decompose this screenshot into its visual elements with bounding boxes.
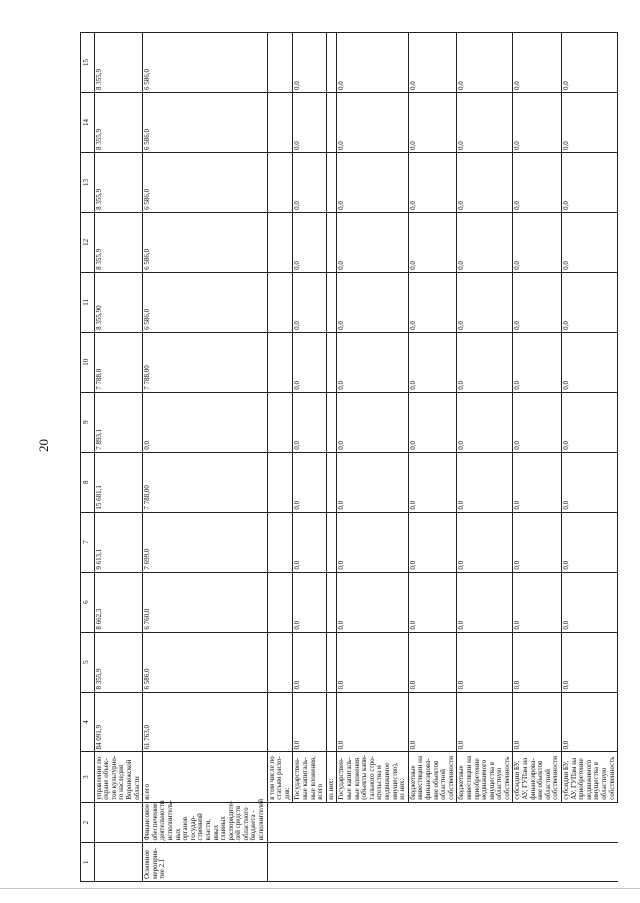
value-cell: 0,0 bbox=[408, 272, 457, 332]
value-cell: 0,0 bbox=[457, 272, 513, 332]
column-number-13: 13 bbox=[81, 152, 95, 212]
value-cell: 0,0 bbox=[408, 212, 457, 272]
column-number-2: 2 bbox=[81, 802, 95, 843]
value-cell: 6 586,0 bbox=[143, 632, 268, 692]
value-cell bbox=[326, 452, 337, 512]
value-cell: 0,0 bbox=[457, 33, 513, 93]
column-number-15: 15 bbox=[81, 33, 95, 93]
table-row bbox=[408, 33, 457, 882]
value-cell: 0,0 bbox=[513, 452, 562, 512]
value-cell: 0,0 bbox=[562, 332, 618, 392]
value-cell bbox=[326, 33, 337, 93]
budget-table-sheet bbox=[80, 0, 616, 882]
value-cell: 84 091,9 bbox=[94, 692, 143, 752]
value-cell: 0,0 bbox=[562, 33, 618, 93]
value-cell: 7 788,00 bbox=[143, 332, 268, 392]
table-row bbox=[143, 33, 268, 882]
value-cell bbox=[267, 572, 293, 632]
value-cell: 0,0 bbox=[513, 332, 562, 392]
event-name-cell bbox=[513, 843, 562, 882]
value-cell bbox=[326, 392, 337, 452]
value-cell: 0,0 bbox=[408, 572, 457, 632]
table-row bbox=[326, 33, 337, 882]
value-cell: 0,0 bbox=[337, 332, 408, 392]
value-cell: 0,0 bbox=[293, 512, 326, 572]
column-number-4: 4 bbox=[81, 692, 95, 752]
value-cell: 0,0 bbox=[293, 212, 326, 272]
column-number-14: 14 bbox=[81, 93, 95, 153]
row-label-cell: бюджетные инвестиции на приобретение недвижимого имущества в областную собственность bbox=[457, 752, 513, 802]
value-cell: 7 699,0 bbox=[143, 512, 268, 572]
value-cell: 6 760,0 bbox=[143, 572, 268, 632]
budget-table bbox=[80, 32, 618, 882]
value-cell: 7 788,00 bbox=[143, 452, 268, 512]
value-cell: 0,0 bbox=[457, 152, 513, 212]
value-cell: 0,0 bbox=[293, 392, 326, 452]
value-cell: 0,0 bbox=[513, 392, 562, 452]
event-name-cell bbox=[562, 843, 618, 882]
value-cell: 0,0 bbox=[337, 632, 408, 692]
value-cell bbox=[267, 392, 293, 452]
value-cell: 0,0 bbox=[337, 33, 408, 93]
page-number: 20 bbox=[36, 439, 51, 452]
value-cell bbox=[267, 692, 293, 752]
value-cell: 6 586,0 bbox=[143, 33, 268, 93]
value-cell bbox=[326, 692, 337, 752]
value-cell bbox=[326, 272, 337, 332]
value-cell bbox=[267, 33, 293, 93]
value-cell bbox=[326, 93, 337, 153]
column-number-3: 3 bbox=[81, 752, 95, 802]
value-cell: 0,0 bbox=[293, 632, 326, 692]
value-cell: 6 586,0 bbox=[143, 93, 268, 153]
column-number-8: 8 bbox=[81, 452, 95, 512]
value-cell: 0,0 bbox=[337, 452, 408, 512]
value-cell bbox=[267, 512, 293, 572]
value-cell: 0,0 bbox=[337, 692, 408, 752]
value-cell: 6 586,0 bbox=[143, 152, 268, 212]
value-cell: 0,0 bbox=[337, 572, 408, 632]
event-name-cell bbox=[326, 843, 337, 882]
column-number-1: 1 bbox=[81, 843, 95, 882]
event-name-cell bbox=[457, 843, 513, 882]
value-cell: 0,0 bbox=[143, 392, 268, 452]
value-cell bbox=[267, 632, 293, 692]
value-cell: 0,0 bbox=[457, 93, 513, 153]
value-cell: 0,0 bbox=[337, 93, 408, 153]
value-cell: 0,0 bbox=[513, 212, 562, 272]
value-cell: 0,0 bbox=[408, 692, 457, 752]
value-cell bbox=[267, 452, 293, 512]
value-cell bbox=[326, 632, 337, 692]
value-cell bbox=[267, 272, 293, 332]
value-cell: 0,0 bbox=[293, 272, 326, 332]
table-row bbox=[94, 33, 143, 882]
value-cell: 8 662,3 bbox=[94, 572, 143, 632]
value-cell: 8 355,9 bbox=[94, 212, 143, 272]
value-cell: 8 355,9 bbox=[94, 93, 143, 153]
value-cell: 0,0 bbox=[513, 33, 562, 93]
value-cell bbox=[326, 152, 337, 212]
column-number-12: 12 bbox=[81, 212, 95, 272]
event-name-cell bbox=[408, 843, 457, 882]
row-label-cell: субсидии БУ, АУ, ГУПам на приобретение недвижимого имущества в областную собственность bbox=[562, 752, 618, 802]
column-number-11: 11 bbox=[81, 272, 95, 332]
value-cell bbox=[267, 93, 293, 153]
event-description-cell bbox=[94, 802, 143, 843]
event-description-cell bbox=[408, 802, 457, 843]
value-cell: 0,0 bbox=[337, 512, 408, 572]
column-number-9: 9 bbox=[81, 392, 95, 452]
value-cell: 0,0 bbox=[562, 632, 618, 692]
value-cell: 0,0 bbox=[562, 572, 618, 632]
value-cell: 0,0 bbox=[293, 152, 326, 212]
bottom-rule bbox=[0, 888, 640, 889]
table-row bbox=[337, 33, 408, 882]
value-cell: 0,0 bbox=[513, 692, 562, 752]
value-cell: 0,0 bbox=[562, 512, 618, 572]
value-cell: 8 355,9 bbox=[94, 33, 143, 93]
event-description-cell bbox=[457, 802, 513, 843]
value-cell: 0,0 bbox=[457, 392, 513, 452]
value-cell: 0,0 bbox=[457, 572, 513, 632]
table-row bbox=[267, 33, 293, 882]
value-cell: 0,0 bbox=[293, 692, 326, 752]
value-cell: 0,0 bbox=[337, 272, 408, 332]
value-cell: 0,0 bbox=[408, 332, 457, 392]
value-cell: 0,0 bbox=[337, 212, 408, 272]
row-label-cell: управление по охране объектов культурного наследия Воронежской области bbox=[94, 752, 143, 802]
column-number-5: 5 bbox=[81, 632, 95, 692]
value-cell: 15 681,1 bbox=[94, 452, 143, 512]
value-cell: 0,0 bbox=[408, 93, 457, 153]
value-cell: 0,0 bbox=[408, 632, 457, 692]
event-name-cell bbox=[94, 843, 143, 882]
value-cell: 0,0 bbox=[513, 512, 562, 572]
row-label-cell: субсидии БУ, АУ, ГУПам на финансирование объектов областной собственности bbox=[513, 752, 562, 802]
column-number-6: 6 bbox=[81, 572, 95, 632]
value-cell: 8 355,90 bbox=[94, 272, 143, 332]
value-cell: 0,0 bbox=[337, 152, 408, 212]
value-cell bbox=[326, 332, 337, 392]
value-cell bbox=[267, 152, 293, 212]
event-description-cell: Финансовое обеспечение деятельности исполнительных органов государственной власти, иных главных распорядителей средств областного бюджета - исполнителей bbox=[143, 802, 268, 843]
table-row bbox=[293, 33, 326, 882]
row-label-cell: в том числе по статьям расходов: bbox=[267, 752, 293, 802]
event-description-cell bbox=[326, 802, 337, 843]
table-row bbox=[457, 33, 513, 882]
value-cell: 0,0 bbox=[408, 512, 457, 572]
value-cell: 0,0 bbox=[513, 572, 562, 632]
value-cell: 61 763,0 bbox=[143, 692, 268, 752]
value-cell: 0,0 bbox=[293, 332, 326, 392]
event-description-cell bbox=[562, 802, 618, 843]
column-number-7: 7 bbox=[81, 512, 95, 572]
row-label-cell: всего bbox=[143, 752, 268, 802]
value-cell: 0,0 bbox=[562, 392, 618, 452]
value-cell: 0,0 bbox=[293, 452, 326, 512]
value-cell: 0,0 bbox=[293, 33, 326, 93]
event-name-cell bbox=[293, 843, 326, 882]
value-cell: 0,0 bbox=[408, 452, 457, 512]
value-cell bbox=[267, 212, 293, 272]
value-cell: 0,0 bbox=[457, 212, 513, 272]
value-cell: 0,0 bbox=[513, 632, 562, 692]
value-cell: 6 586,0 bbox=[143, 212, 268, 272]
event-name-cell: Основное мероприятие 2.1 bbox=[143, 843, 268, 882]
value-cell: 0,0 bbox=[408, 33, 457, 93]
event-name-cell bbox=[267, 843, 293, 882]
value-cell: 0,0 bbox=[562, 272, 618, 332]
value-cell: 8 355,9 bbox=[94, 632, 143, 692]
value-cell: 0,0 bbox=[457, 692, 513, 752]
row-label-cell: Государственные капитальные вложения (объекты капитального строительства и недвижимое имущество), из них: bbox=[337, 752, 408, 802]
value-cell: 0,0 bbox=[457, 452, 513, 512]
value-cell: 0,0 bbox=[562, 212, 618, 272]
column-number-row bbox=[81, 33, 95, 882]
value-cell: 0,0 bbox=[337, 392, 408, 452]
value-cell bbox=[326, 212, 337, 272]
table-row bbox=[513, 33, 562, 882]
value-cell: 0,0 bbox=[513, 152, 562, 212]
value-cell: 0,0 bbox=[457, 632, 513, 692]
value-cell: 0,0 bbox=[562, 152, 618, 212]
value-cell: 0,0 bbox=[408, 152, 457, 212]
value-cell: 0,0 bbox=[293, 572, 326, 632]
value-cell: 0,0 bbox=[562, 692, 618, 752]
value-cell: 9 613,1 bbox=[94, 512, 143, 572]
value-cell: 6 586,0 bbox=[143, 272, 268, 332]
column-number-10: 10 bbox=[81, 332, 95, 392]
row-label-cell: из них: bbox=[326, 752, 337, 802]
value-cell: 8 355,9 bbox=[94, 152, 143, 212]
event-description-cell bbox=[513, 802, 562, 843]
event-name-cell bbox=[337, 843, 408, 882]
value-cell: 0,0 bbox=[408, 392, 457, 452]
value-cell bbox=[326, 572, 337, 632]
value-cell: 7 788,0 bbox=[94, 332, 143, 392]
row-label-cell: бюджетные инвестиции на финансирование объектов областной собственности bbox=[408, 752, 457, 802]
value-cell bbox=[267, 332, 293, 392]
value-cell: 0,0 bbox=[293, 93, 326, 153]
value-cell bbox=[326, 512, 337, 572]
value-cell: 0,0 bbox=[457, 512, 513, 572]
table-row bbox=[562, 33, 618, 882]
row-label-cell: Государственные капитальные вложения, всего bbox=[293, 752, 326, 802]
event-description-cell bbox=[337, 802, 408, 843]
event-description-cell bbox=[267, 802, 293, 843]
value-cell: 0,0 bbox=[457, 332, 513, 392]
value-cell: 0,0 bbox=[562, 452, 618, 512]
value-cell: 7 893,1 bbox=[94, 392, 143, 452]
event-description-cell bbox=[293, 802, 326, 843]
value-cell: 0,0 bbox=[513, 272, 562, 332]
value-cell: 0,0 bbox=[562, 93, 618, 153]
value-cell: 0,0 bbox=[513, 93, 562, 153]
